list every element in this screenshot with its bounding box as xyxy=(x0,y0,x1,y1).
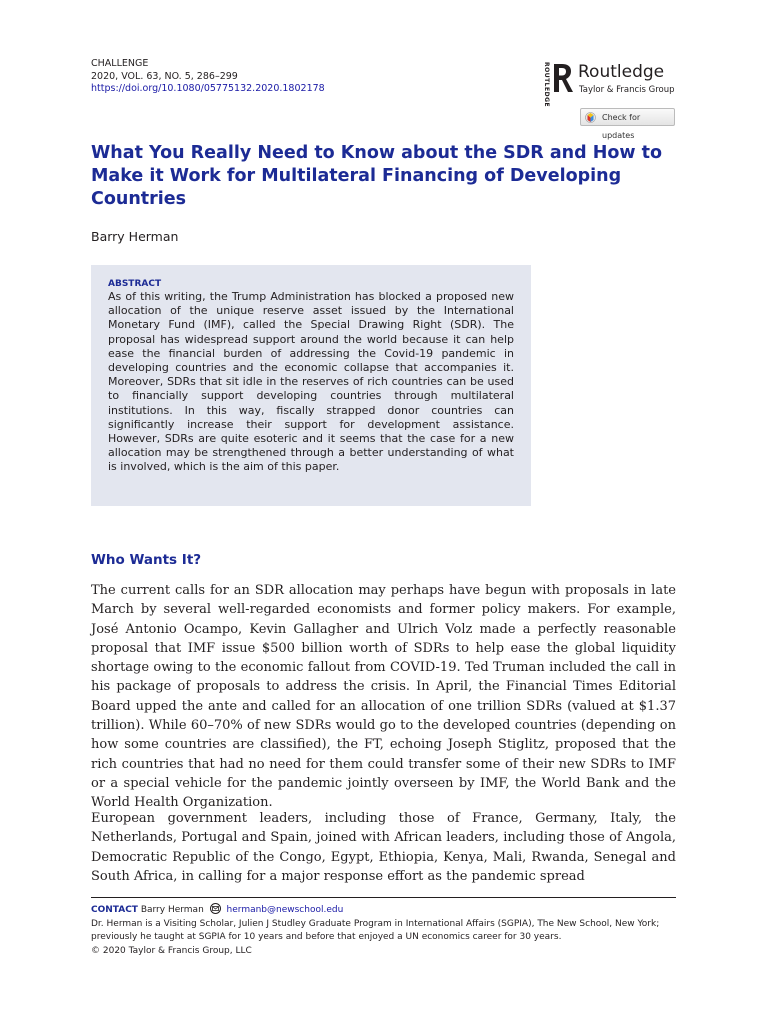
footer-divider xyxy=(91,897,676,898)
article-title: What You Really Need to Know about the SDR and How to Make it Work for Multilateral Financing of Developing Countries xyxy=(91,143,663,209)
publisher-logo xyxy=(541,60,681,108)
crossmark-icon xyxy=(585,112,596,123)
email-icon xyxy=(209,903,222,914)
journal-citation: 2020, VOL. 63, NO. 5, 286–299 xyxy=(91,70,238,82)
abstract-text: As of this writing, the Trump Administration has blocked a proposed new allocation of the unique reserve asset issued by the International Monetary Fund (IMF), called the Special Drawing Right (SDR). The proposal has widespread support around the world because it can help ease the financial burden of addressing the Covid-19 pandemic in developing countries and the economic collapse that accompanies it. Moreover, SDRs that sit idle in the reserves of rich countries can be used to financially support developing countries through multilateral institutions. In this way, fiscally strapped donor countries can significantly increase their support for development assistance. However, SDRs are quite esoteric and it seems that the case for a new allocation may be strengthened through a better understanding of what is involved, which is the aim of this paper. xyxy=(108,290,514,474)
contact-line xyxy=(91,903,676,918)
copyright-notice: © 2020 Taylor & Francis Group, LLC xyxy=(91,945,252,956)
contact-name: Barry Herman xyxy=(140,905,204,915)
check-for-updates-button[interactable] xyxy=(580,108,675,140)
routledge-r-icon xyxy=(551,62,573,94)
author-bio: Dr. Herman is a Visiting Scholar, Julien J Studley Graduate Program in International Affairs (SGPIA), The New School, New York; previously he taught at SGPIA for 10 years and before that enjoyed a UN economics career for 30 years. xyxy=(91,918,660,942)
footer-notes xyxy=(91,903,676,958)
doi-link[interactable]: https://doi.org/10.1080/05775132.2020.1802178 xyxy=(91,83,325,94)
logo-subtitle: Taylor & Francis Group xyxy=(579,85,675,95)
contact-email-link[interactable]: hermanb@newschool.edu xyxy=(226,905,344,915)
logo-name: Routledge xyxy=(578,62,665,82)
logo-vertical-text: ROUTLEDGE xyxy=(543,62,550,108)
journal-name: CHALLENGE xyxy=(91,58,149,69)
abstract-box xyxy=(91,265,531,506)
section-heading: Who Wants It? xyxy=(91,552,202,568)
journal-header xyxy=(91,58,325,96)
body-paragraph-1: The current calls for an SDR allocation may perhaps have begun with proposals in late March by several well-regarded economists and former policy makers. For example, José Antonio Ocampo, Kevin Gallagher and Ulrich Volz made a perfectly reasonable proposal that IMF issue $500 billion worth of SDRs to help ease the global liquidity shortage owing to the economic fallout from COVID-19. Ted Truman included the call in his package of proposals to address the crisis. In April, the Financial Times Editorial Board upped the ante and called for an allocation of one trillion SDRs (valued at $1.37 trillion). While 60–70% of new SDRs would go to the developed countries (depending on how some countries are classified), the FT, echoing Joseph Stiglitz, proposed that the rich countries that had no need for them could transfer some of their new SDRs to IMF or a special vehicle for the pandemic jointly overseen by IMF, the World Bank and the World Health Organization. xyxy=(91,583,676,811)
check-for-updates-label: Check for updates xyxy=(602,113,641,140)
abstract-heading: ABSTRACT xyxy=(108,279,162,289)
body-paragraph-2: European government leaders, including those of France, Germany, Italy, the Netherlands, Portugal and Spain, joined with African leaders, including those of Angola, Democratic Republic of the Congo, Egypt, Ethiopia, Kenya, Mali, Rwanda, Senegal and South Africa, in calling for a major response effort as the pandemic spread xyxy=(91,811,676,884)
author-name: Barry Herman xyxy=(91,229,179,244)
contact-label: CONTACT xyxy=(91,905,138,915)
